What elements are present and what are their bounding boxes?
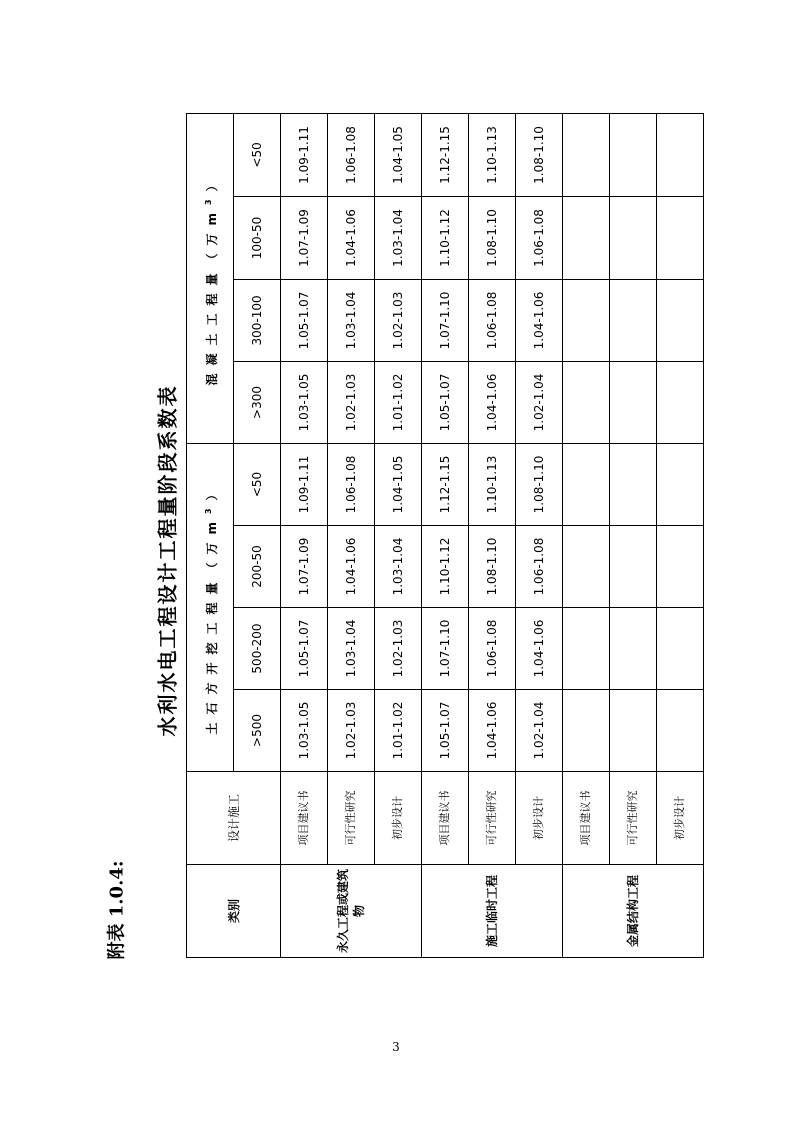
coefficient-cell: 1.05-1.07 xyxy=(281,279,328,361)
coefficient-cell xyxy=(610,608,657,690)
coefficient-cell: 1.06-1.08 xyxy=(469,608,516,690)
coefficient-cell: 1.07-1.10 xyxy=(422,279,469,361)
stage-cell: 项目建议书 xyxy=(281,772,328,865)
coefficient-cell: 1.09-1.11 xyxy=(281,443,328,525)
coefficient-cell: 1.12-1.15 xyxy=(422,113,469,196)
coefficient-cell: 1.12-1.15 xyxy=(422,443,469,525)
coefficient-cell: 1.02-1.04 xyxy=(516,361,563,443)
table-row xyxy=(563,113,610,957)
coefficient-cell: 1.06-1.08 xyxy=(328,443,375,525)
coefficient-cell: 1.02-1.03 xyxy=(375,608,422,690)
header-row-main xyxy=(187,113,234,957)
concrete-range: 300-100 xyxy=(234,279,281,361)
table-row xyxy=(422,113,469,957)
coefficient-cell: 1.01-1.02 xyxy=(375,690,422,772)
earth-range: <50 xyxy=(234,443,281,525)
coefficient-cell xyxy=(610,113,657,196)
coefficient-cell: 1.04-1.06 xyxy=(328,196,375,279)
coefficient-cell: 1.08-1.10 xyxy=(469,196,516,279)
table-body xyxy=(187,113,704,957)
coefficient-cell xyxy=(563,690,610,772)
category-cell: 永久工程或建筑物 xyxy=(281,865,422,958)
page-number: 3 xyxy=(392,1040,400,1054)
coefficient-cell: 1.03-1.04 xyxy=(375,196,422,279)
table-row xyxy=(516,113,563,957)
concrete-header xyxy=(187,113,234,443)
table-row xyxy=(469,113,516,957)
table-row xyxy=(328,113,375,957)
stage-cell: 可行性研究 xyxy=(328,772,375,865)
coefficient-cell xyxy=(657,443,704,525)
table-frame xyxy=(186,114,702,958)
appendix-label-text: 附表 1.0.4: xyxy=(107,860,128,960)
coefficient-cell: 1.03-1.04 xyxy=(328,608,375,690)
coefficient-cell: 1.03-1.05 xyxy=(281,690,328,772)
coefficient-cell: 1.02-1.03 xyxy=(375,279,422,361)
coefficient-cell: 1.02-1.04 xyxy=(516,690,563,772)
coefficient-cell: 1.10-1.12 xyxy=(422,526,469,608)
coefficient-cell: 1.07-1.09 xyxy=(281,196,328,279)
table-title-text: 水利水电工程设计工程量阶段系数表 xyxy=(155,384,180,736)
coefficient-cell: 1.10-1.13 xyxy=(469,443,516,525)
coefficient-cell: 1.01-1.02 xyxy=(375,361,422,443)
earth-header xyxy=(187,443,234,771)
coefficient-cell: 1.03-1.04 xyxy=(328,279,375,361)
table-row xyxy=(375,113,422,957)
stage-cell: 可行性研究 xyxy=(610,772,657,865)
earth-range: >500 xyxy=(234,690,281,772)
concrete-range: >300 xyxy=(234,361,281,443)
coefficient-cell: 1.04-1.06 xyxy=(469,361,516,443)
table-row xyxy=(281,113,328,957)
concrete-header-close: ） xyxy=(204,171,219,192)
coefficient-cell: 1.05-1.07 xyxy=(422,690,469,772)
table-row xyxy=(657,113,704,957)
appendix-label xyxy=(98,860,134,960)
concrete-range: <50 xyxy=(234,113,281,196)
table-title xyxy=(151,380,181,740)
coefficient-cell: 1.04-1.05 xyxy=(375,113,422,196)
coefficient-cell xyxy=(563,113,610,196)
coefficient-cell xyxy=(657,113,704,196)
coefficient-cell: 1.06-1.08 xyxy=(516,526,563,608)
category-cell: 施工临时工程 xyxy=(422,865,563,958)
earth-header-text: 土石方开挖工程量（万m xyxy=(204,514,219,735)
coefficient-cell xyxy=(657,196,704,279)
coefficient-cell: 1.04-1.06 xyxy=(469,690,516,772)
stage-cell: 初步设计 xyxy=(657,772,704,865)
concrete-header-text: 混凝土工程量（万m xyxy=(204,204,219,386)
category-cell: 金属结构工程 xyxy=(563,865,704,958)
coefficient-cell xyxy=(563,279,610,361)
coefficient-cell xyxy=(563,443,610,525)
coefficient-cell xyxy=(657,361,704,443)
coefficient-cell xyxy=(610,196,657,279)
coefficient-cell xyxy=(657,608,704,690)
coefficient-cell xyxy=(610,279,657,361)
table-rotated xyxy=(186,114,702,958)
coefficient-cell: 1.06-1.08 xyxy=(328,113,375,196)
coefficient-cell: 1.04-1.06 xyxy=(516,279,563,361)
coefficient-cell xyxy=(657,526,704,608)
coefficient-cell: 1.10-1.13 xyxy=(469,113,516,196)
coefficient-cell: 1.06-1.08 xyxy=(469,279,516,361)
coefficient-cell xyxy=(563,361,610,443)
coefficient-cell: 1.06-1.08 xyxy=(516,196,563,279)
coefficient-cell: 1.10-1.12 xyxy=(422,196,469,279)
coefficient-cell: 1.02-1.03 xyxy=(328,690,375,772)
earth-header-sup: 3 xyxy=(203,500,213,515)
earth-header-close: ） xyxy=(204,480,219,501)
concrete-header-sup: 3 xyxy=(203,191,213,205)
coefficient-cell xyxy=(563,608,610,690)
coefficient-cell xyxy=(610,443,657,525)
coefficient-cell: 1.08-1.10 xyxy=(469,526,516,608)
coefficient-cell xyxy=(657,690,704,772)
stage-cell: 初步设计 xyxy=(375,772,422,865)
stage-cell: 可行性研究 xyxy=(469,772,516,865)
coefficient-cell: 1.05-1.07 xyxy=(422,361,469,443)
corner-stage: 设计施工 xyxy=(187,772,281,865)
coefficient-cell xyxy=(563,196,610,279)
coefficient-table xyxy=(186,113,704,958)
concrete-range: 100-50 xyxy=(234,196,281,279)
coefficient-cell: 1.03-1.04 xyxy=(375,526,422,608)
coefficient-cell: 1.07-1.10 xyxy=(422,608,469,690)
earth-range: 200-50 xyxy=(234,526,281,608)
coefficient-cell xyxy=(610,526,657,608)
stage-cell: 初步设计 xyxy=(516,772,563,865)
coefficient-cell xyxy=(610,361,657,443)
coefficient-cell xyxy=(563,526,610,608)
coefficient-cell: 1.08-1.10 xyxy=(516,443,563,525)
coefficient-cell: 1.08-1.10 xyxy=(516,113,563,196)
corner-category: 类别 xyxy=(187,865,281,958)
coefficient-cell: 1.03-1.05 xyxy=(281,361,328,443)
coefficient-cell: 1.05-1.07 xyxy=(281,608,328,690)
coefficient-cell xyxy=(657,279,704,361)
coefficient-cell: 1.04-1.06 xyxy=(328,526,375,608)
coefficient-cell xyxy=(610,690,657,772)
coefficient-cell: 1.07-1.09 xyxy=(281,526,328,608)
coefficient-cell: 1.04-1.05 xyxy=(375,443,422,525)
coefficient-cell: 1.02-1.03 xyxy=(328,361,375,443)
stage-cell: 项目建议书 xyxy=(422,772,469,865)
earth-range: 500-200 xyxy=(234,608,281,690)
table-row xyxy=(610,113,657,957)
coefficient-cell: 1.09-1.11 xyxy=(281,113,328,196)
stage-cell: 项目建议书 xyxy=(563,772,610,865)
coefficient-cell: 1.04-1.06 xyxy=(516,608,563,690)
